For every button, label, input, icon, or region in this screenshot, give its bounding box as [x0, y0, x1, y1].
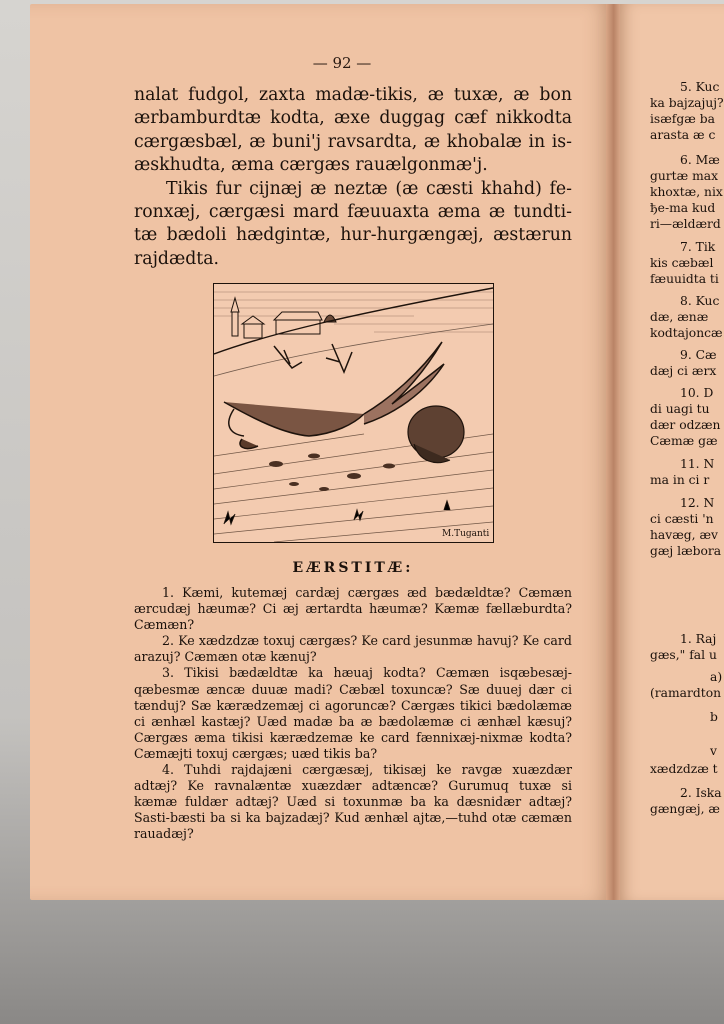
- right-text-line: ђe-ma kud: [650, 201, 716, 215]
- right-text-line: 8. Kuc: [680, 294, 720, 308]
- right-text-line: xædzdzæ t: [650, 762, 718, 776]
- right-text-line: kodtajoncæ: [650, 326, 723, 340]
- page-number: — 92 —: [312, 54, 372, 72]
- right-text-line: gurtæ max: [650, 169, 719, 183]
- grass-drawing: [224, 501, 450, 524]
- text-line: ærbamburdtæ kodta, æxe duggag cæf nikkodta: [134, 108, 572, 129]
- right-text-line: ci cæsti 'n: [650, 512, 714, 526]
- leaves-drawing: [269, 454, 395, 492]
- right-text-line: ri—ældærd: [650, 217, 721, 231]
- right-text-line: a): [710, 670, 723, 684]
- right-text-line: havæg, æv: [650, 528, 718, 542]
- right-text-line: ka bajzajuj?: [650, 96, 724, 110]
- right-text-line: 5. Kuc: [680, 80, 720, 94]
- right-text-line: gæj læbora: [650, 544, 722, 558]
- right-text-line: 1. Raj: [680, 632, 717, 646]
- questions-list: [134, 585, 572, 843]
- right-text-line: (ramardton: [650, 686, 722, 700]
- question-item: 4. Tuhdi rajdajæni cærgæsæj, tikisæj ke ravgæ xuæzdær adtæj? Ke ravnalæntæ xuæzdær adtæncæ? Gurumuq tuxæ si kæmæ fuldær adtæj? Uæd si toxunmæ ba ka dæsnidær adtæj? Sasti-bæsti ba si ka bajzadæj? Kud ænhæl ajtæ,—tuhd otæ cæmæn rauadæj?: [134, 762, 572, 842]
- paragraph-2: [134, 178, 572, 272]
- right-text-line: ma in ci r: [650, 473, 710, 487]
- right-text-line: dæ, ænæ: [650, 310, 709, 324]
- right-text-line: 7. Tik: [680, 240, 716, 254]
- text-line: ronxæj, cærgæsi mard fæuuaxta æma æ tundti-: [134, 202, 572, 223]
- right-text-line: arasta æ c: [650, 128, 716, 142]
- right-text-line: 11. N: [680, 457, 715, 471]
- text-line: Tikis fur cijnæj æ neztæ (æ cæsti khahd) fe-: [166, 178, 572, 199]
- right-text-line: gæs," fal u: [650, 648, 717, 662]
- text-line: nalat fudgol, zaxta madæ-tikis, æ tuxæ, æ bon: [134, 85, 572, 105]
- book-gutter: [606, 4, 620, 900]
- illustration-drawing: [214, 284, 493, 542]
- text-line: tæ bædoli hædgintæ, hur-hurgængæj, æstærun: [134, 225, 572, 246]
- section-heading: EÆRSTITÆ:: [292, 560, 414, 576]
- right-text-line: 9. Cæ: [680, 348, 717, 362]
- right-text-line: fæuuidta ti: [650, 272, 719, 286]
- right-text-line: 12. N: [680, 496, 715, 510]
- right-text-line: khoxtæ, nix: [650, 185, 723, 199]
- right-text-line: kis cæbæl: [650, 256, 714, 270]
- illustration-vulture-and-hedgehog: [213, 283, 494, 543]
- question-item: 3. Tikisi bædældtæ ka hæuaj kodta? Cæmæn isqæbesæj-qæbesmæ æncæ duuæ madi? Cæbæl toxuncæ? Sæ duuej dær ci tænduj? Sæ kærædzemæj ci agoruncæ? Cærgæs tikici bædolæmæ ci ænhæl kastæj? Uæd madæ ba æ bædolæmæ ci ænhæl kæsuj? Cærgæs æma tikisi kærædzemæ ke card fænnixæj-nixmæ kodta? Cæmæjti toxuj cærgæs; uæd tikis ba?: [134, 665, 572, 761]
- illustration-signature: M.Tuganti: [442, 529, 490, 539]
- text-line: æskhudta, æma cærgæs rauælgonmæ'j.: [134, 155, 488, 176]
- question-item: 2. Ke xædzdzæ toxuj cærgæs? Ke card jesunmæ havuj? Ke card arazuj? Cæmæn otæ kænuj?: [134, 633, 572, 665]
- question-item: 1. Kæmi, kutemæj cardæj cærgæs æd bædældtæ? Cæmæn ærcudæj hæumæ? Ci æj ærtardta hæumæ? Kæmæ fællæburdta? Cæmæn?: [134, 585, 572, 633]
- paragraph-1: [134, 84, 572, 178]
- right-text-line: v: [710, 744, 717, 758]
- text-line: cærgæsbæl, æ buni'j ravsardta, æ khobalæ in is-: [134, 131, 572, 152]
- right-text-line: dær odzæn: [650, 418, 721, 432]
- right-text-line: gængæj, æ: [650, 802, 720, 816]
- right-text-line: isæfgæ ba: [650, 112, 715, 126]
- right-text-line: di uagi tu: [650, 402, 710, 416]
- body-text: [134, 84, 572, 271]
- right-text-line: 2. Iska: [680, 786, 722, 800]
- right-text-line: dæj ci ærx: [650, 364, 717, 378]
- right-text-line: Cæmæ gæ: [650, 434, 718, 448]
- text-line: rajdædta.: [134, 248, 220, 269]
- right-text-line: 6. Mæ: [680, 153, 720, 167]
- right-text-line: 10. D: [680, 386, 714, 400]
- right-text-line: b: [710, 710, 718, 724]
- hedgehog-drawing: [408, 406, 464, 463]
